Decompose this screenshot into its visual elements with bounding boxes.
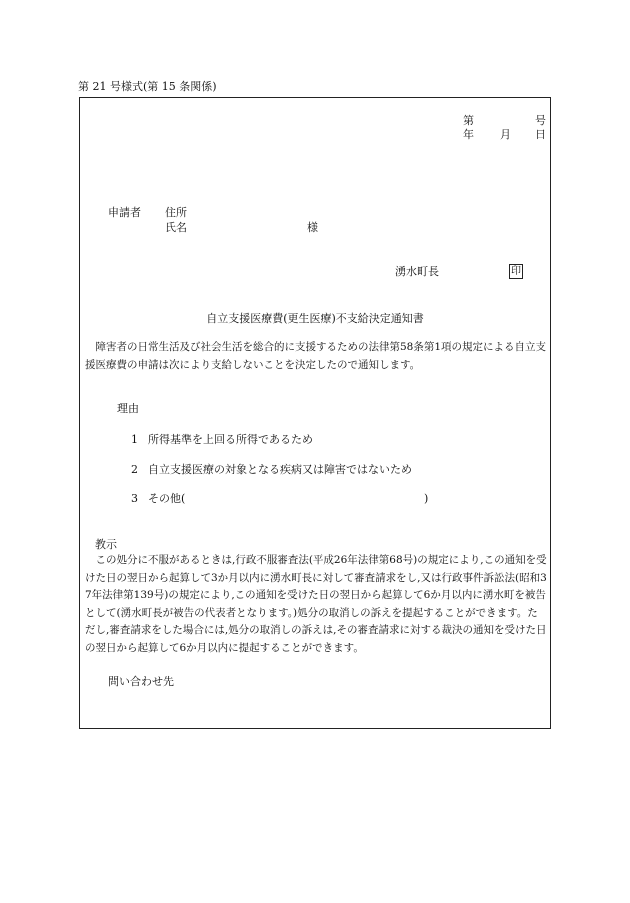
date-day: 日 [535,128,546,141]
intro-paragraph: 障害者の日常生活及び社会生活を総合的に支援するための法律第58条第1項の規定による自立支援医療費の申請は次により支給しないことを決定したので通知します。 [85,341,547,371]
reasons-heading: 理由 [117,402,139,415]
reason-number: 3 [131,492,138,505]
applicant-label: 申請者 [108,206,141,219]
reason-number: 2 [131,463,138,476]
reason-item-3 [131,492,185,506]
honorific: 様 [307,221,318,234]
reason-text: 所得基準を上回る所得であるため [148,433,313,446]
number-suffix: 号 [535,114,546,127]
name-label: 氏名 [165,221,187,234]
inquiry-label: 問い合わせ先 [108,675,174,688]
date-month: 月 [500,128,511,141]
reason-number: 1 [131,433,138,446]
instruction-paragraph: この処分に不服があるときは,行政不服審査法(平成26年法律第68号)の規定により,この通知を受けた日の翌日から起算して3か月以内に湧水町長に対して審査請求をし,又は行政事件訴訟法(昭和37年法律第139号)の規定により,この通知を受けた日の翌日から起算して6か月以内に湧水町を被告として(湧水町長が被告の代表者となります。)処分の取消しの訴えを提起することができます。ただし,審査請求をした場合には,処分の取消しの訴えは,その審査請求に対する裁決の通知を受けた日の翌日から起算して6か月以内に提起することができます。 [85,554,547,654]
reason-text: その他( [148,492,186,505]
address-label: 住所 [165,206,187,219]
issuer-name: 湧水町長 [395,265,439,278]
date-year: 年 [463,128,474,141]
number-prefix: 第 [463,114,474,127]
reason-text: 自立支援医療の対象となる疾病又は障害ではないため [148,463,412,476]
document-title: 自立支援医療費(更生医療)不支給決定通知書 [206,312,424,325]
other-close-paren: ) [424,492,429,505]
seal-mark: 印 [511,266,521,277]
reason-item-2 [131,463,412,477]
instruction-heading: 教示 [95,538,117,551]
form-number-header: 第 21 号様式(第 15 条関係) [78,80,217,93]
reason-item-1 [131,433,313,447]
